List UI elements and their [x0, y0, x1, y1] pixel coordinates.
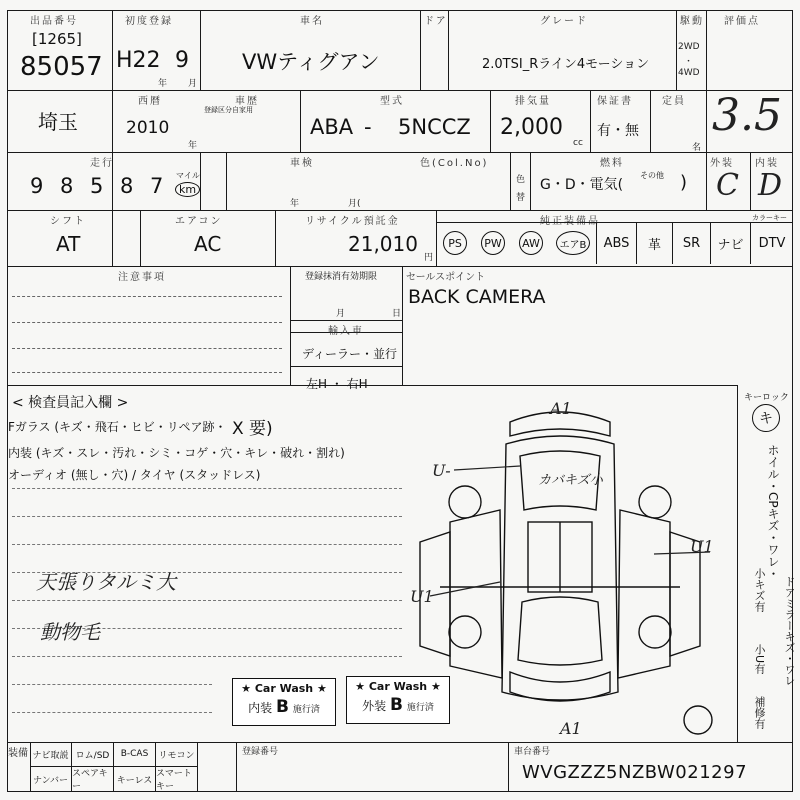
equip-abs: ABS	[596, 222, 636, 264]
door-label: ドア	[424, 16, 448, 27]
reg-expiry-label: 登録抹消有効期限	[305, 272, 378, 282]
year-label: 西暦	[138, 96, 162, 107]
color-change-bottom: 替	[516, 193, 526, 203]
sales-point-label: セールスポイント	[406, 272, 486, 283]
recycle: 21,010	[348, 232, 418, 256]
equip-ps: PS	[436, 222, 474, 264]
color-change-top: 色	[516, 175, 526, 185]
inspector-title: < 検査員記入欄 >	[12, 395, 129, 411]
fuel-options: G・D・電気(	[540, 177, 624, 193]
mileage-label: 走行	[90, 158, 114, 169]
km-label: km	[175, 182, 200, 197]
inspector-hand1: 天張りタルミ大	[36, 570, 176, 594]
displacement-unit: cc	[573, 138, 583, 148]
wash-exterior: ★ Car Wash ★ 外装 B 施行済	[346, 676, 450, 724]
month-label: 月	[336, 309, 346, 319]
dealer: ディーラー・並行	[302, 347, 398, 361]
fuel-label: 燃料	[600, 158, 624, 169]
displacement: 2,000	[500, 115, 563, 140]
score: 3.5	[712, 90, 782, 141]
equip-airbag: エアB	[550, 222, 596, 264]
mileage-digit: 7	[150, 174, 164, 198]
inspector-line3: オーディオ (無し・穴) / タイヤ (スタッドレス)	[8, 468, 261, 482]
recycle-label: リサイクル預託金	[305, 216, 400, 227]
mileage-digit: 9	[30, 174, 44, 198]
model-code: 5NCCZ	[398, 115, 471, 139]
mark-u-left-top: U-	[432, 461, 451, 480]
year-unit: 年	[158, 79, 168, 89]
drive-4wd: 4WD	[678, 68, 700, 78]
interior-label: 内装	[755, 158, 779, 169]
car-diagram	[410, 392, 730, 740]
mark-a1-rear: A1	[560, 719, 582, 738]
import-label: 輸入車	[328, 326, 364, 337]
mark-a1-front: A1	[550, 399, 572, 418]
legend-small-u: 小U有	[753, 644, 766, 675]
bottom-cell: キーレス	[114, 767, 156, 792]
bottom-cell: ナビ取説	[30, 742, 72, 767]
mileage-digit: 8	[120, 174, 134, 198]
legend-repair: 補修有	[753, 696, 766, 729]
lot-number: 85057	[20, 52, 103, 82]
lot-label: 出品番号	[30, 16, 78, 27]
bottom-equip-label: 装備	[8, 748, 28, 759]
frame-label: 車台番号	[514, 747, 551, 757]
capacity-unit: 名	[692, 143, 702, 153]
car-name: VWティグアン	[242, 50, 380, 74]
first-reg-month: 9	[175, 48, 189, 73]
bottom-cell: ロム/SD	[72, 742, 114, 767]
inspector-line1: Fガラス (キズ・飛石・ヒビ・リペア跡・	[8, 420, 227, 434]
model-dash: -	[364, 115, 372, 139]
equip-aw: AW	[512, 222, 550, 264]
first-reg-label: 初度登録	[125, 16, 173, 27]
exterior: C	[716, 168, 739, 203]
shift-label: シフト	[50, 216, 86, 227]
day-label: 日	[392, 309, 402, 319]
lot-box: [1265]	[32, 30, 82, 48]
caution-label: 注意事項	[118, 272, 166, 283]
legend-small-scratch: 小キズ有	[753, 568, 766, 612]
keylock-label: キーロック	[744, 393, 789, 403]
reg-number-label: 登録番号	[242, 747, 279, 757]
score-label: 評価点	[724, 16, 760, 27]
aircon-label: エアコン	[175, 216, 223, 227]
model-prefix: ABA	[310, 115, 354, 139]
bottom-cell: リモコン	[156, 742, 198, 767]
year-unit-3: 年	[290, 199, 300, 209]
fuel-other: その他	[640, 171, 664, 180]
grade-label: グレード	[540, 16, 588, 27]
shift: AT	[56, 232, 81, 256]
frame-number: WVGZZZ5NZBW021297	[522, 762, 748, 783]
bottom-cell: スペアキー	[72, 767, 114, 792]
fuel-close: )	[680, 172, 688, 193]
year: 2010	[126, 118, 170, 138]
wash-interior: ★ Car Wash ★ 内装 B 施行済	[232, 678, 336, 726]
legend-col2: ドアミラーキズ・ワレ	[783, 576, 796, 686]
mileage-digit: 8	[60, 174, 74, 198]
displacement-label: 排気量	[515, 96, 551, 107]
bottom-cell: スマートキー	[156, 767, 198, 792]
region: 埼玉	[38, 110, 78, 134]
inspector-line1-mark: X 要)	[232, 419, 273, 439]
drive-dot: ・	[684, 57, 694, 67]
history-sub: 登録区分自家用	[204, 106, 253, 114]
inspector-line2: 内装 (キズ・スレ・汚れ・シミ・コゲ・穴・キレ・破れ・割れ)	[8, 446, 345, 460]
drive-label: 駆動	[680, 16, 704, 27]
mileage-digit: 5	[90, 174, 104, 198]
equip-sr: SR	[672, 222, 710, 264]
color-key-label: カラーキー	[752, 214, 787, 222]
bottom-cell: ナンバー	[30, 767, 72, 792]
month-unit: 月	[188, 79, 198, 89]
warranty-label: 保証書	[597, 96, 633, 107]
year-unit-2: 年	[188, 141, 198, 151]
keylock-icon: キ	[752, 404, 780, 432]
recycle-unit: 円	[424, 253, 434, 263]
bottom-cell: B-CAS	[114, 742, 156, 767]
drive-2wd: 2WD	[678, 42, 700, 52]
capacity-label: 定員	[662, 96, 686, 107]
mile-label: マイル	[176, 171, 200, 180]
equip-navi: ナビ	[710, 222, 750, 264]
month-unit-3: 月(	[348, 199, 361, 209]
equip-dtv: DTV	[750, 222, 793, 264]
inspector-hand2: 動物毛	[40, 620, 100, 644]
color-label: 色(Col.No)	[420, 158, 489, 169]
mark-kabakizu: カバキズ小	[538, 473, 603, 488]
interior: D	[758, 168, 783, 203]
car-name-label: 車名	[300, 16, 324, 27]
handle: 左H ・ 右H	[306, 377, 368, 391]
first-reg-era: H22	[116, 48, 161, 73]
exterior-label: 外装	[710, 158, 734, 169]
mark-u1-right: U1	[690, 537, 714, 556]
equip-pw: PW	[474, 222, 512, 264]
warranty: 有・無	[597, 123, 639, 139]
legend-col1: ホイル・CPキズ・ワレ・	[766, 444, 780, 580]
sales-point: BACK CAMERA	[408, 286, 546, 308]
model-label: 型式	[380, 96, 404, 107]
equip-leather: 革	[636, 222, 672, 264]
aircon: AC	[194, 232, 222, 256]
mark-u1-left: U1	[410, 587, 434, 606]
grade: 2.0TSI_Rライン4モーション	[482, 57, 650, 72]
history-label: 車歴	[235, 96, 259, 107]
shaken-label: 車検	[290, 158, 314, 169]
